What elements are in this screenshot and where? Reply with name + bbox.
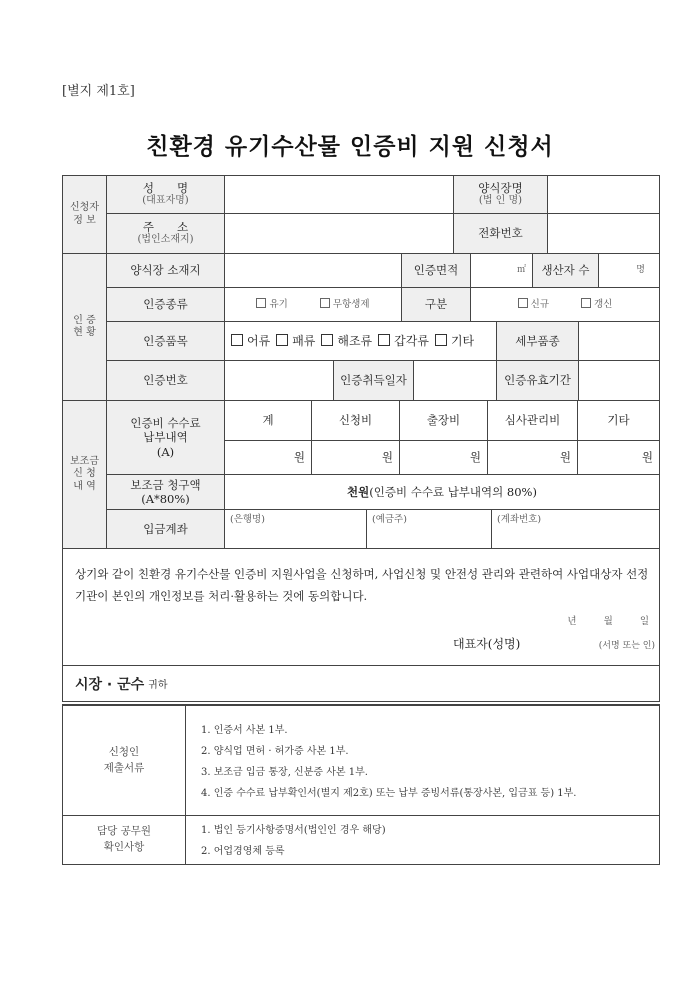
fee-travel-field[interactable]: 원 xyxy=(399,440,488,475)
farm-name-field[interactable] xyxy=(547,175,660,214)
item-seaweed-checkbox[interactable]: 해조류 xyxy=(321,334,372,349)
area-label: 인증면적 xyxy=(401,253,471,288)
phone-field[interactable] xyxy=(547,213,660,254)
producers-field[interactable] xyxy=(598,253,660,288)
addressee xyxy=(62,665,660,702)
page-title: 친환경 유기수산물 인증비 지원 신청서 xyxy=(146,134,554,160)
farm-location-field[interactable] xyxy=(224,253,402,288)
producers-label: 생산자 수 xyxy=(532,253,599,288)
farm-name-label: 양식장명 (법 인 명) xyxy=(453,175,548,214)
account-holder-field[interactable]: (예금주) xyxy=(366,509,492,549)
acquired-date-field[interactable] xyxy=(413,360,497,401)
item-crustacean-checkbox[interactable]: 갑각류 xyxy=(378,334,429,349)
cert-item-options xyxy=(224,321,497,361)
category-new-checkbox[interactable]: 신규 xyxy=(518,298,549,311)
fee-audit-field[interactable]: 원 xyxy=(487,440,578,475)
category-label: 구분 xyxy=(401,287,471,322)
phone-label: 전화번호 xyxy=(453,213,548,254)
item-fish-checkbox[interactable]: 어류 xyxy=(231,334,270,349)
fee-other-field[interactable]: 원 xyxy=(577,440,660,475)
certification-section-label: 인 증 현 황 xyxy=(62,253,107,401)
area-field[interactable] xyxy=(470,253,533,288)
fee-header-audit: 심사관리비 xyxy=(487,400,578,441)
signature-note: (서명 또는 인) xyxy=(598,641,655,651)
claim-field[interactable] xyxy=(224,474,660,510)
item-shellfish-checkbox[interactable]: 패류 xyxy=(276,334,315,349)
date-line: 년 월 일 xyxy=(567,616,649,627)
validity-field[interactable] xyxy=(578,360,660,401)
fee-application-field[interactable]: 원 xyxy=(311,440,400,475)
fee-header-total: 계 xyxy=(224,400,312,441)
consent-text: 상기와 같이 친환경 유기수산물 인증비 지원사업을 신청하며, 사업신청 및 안전성 관리와 관련하여 사업대상자 선정기관이 본인의 개인정보를 처리·활용하는 것에 동의합니다. xyxy=(75,567,649,603)
addressee-main: 시장 · 군수 xyxy=(75,676,145,693)
fee-label: 인증비 수수료 납부내역 (A) xyxy=(106,400,225,475)
checkbox-icon xyxy=(518,298,528,308)
doc-item: 2. 양식업 면허 · 허가증 사본 1부. xyxy=(201,746,349,757)
doc-item: 1. 인증서 사본 1부. xyxy=(201,725,288,736)
name-label: 성 명 (대표자명) xyxy=(106,175,225,214)
bank-name-field[interactable]: (은행명) xyxy=(224,509,367,549)
applicant-docs-label: 신청인 제출서류 xyxy=(62,704,186,816)
officer-check-label: 담당 공무원 확인사항 xyxy=(62,815,186,865)
category-renewal-checkbox[interactable]: 갱신 xyxy=(581,298,612,311)
cert-item-label: 인증품목 xyxy=(106,321,225,361)
doc-item: 4. 인증 수수료 납부확인서(별지 제2호) 또는 납부 증빙서류(통장사본, 입금표 등) 1부. xyxy=(201,788,577,799)
subsidy-section-label: 보조금 신 청 내 역 xyxy=(62,400,107,549)
checkbox-icon xyxy=(378,334,390,346)
checkbox-icon xyxy=(435,334,447,346)
doc-item: 3. 보조금 입금 통장, 신분증 사본 1부. xyxy=(201,767,368,778)
fee-header-travel: 출장비 xyxy=(399,400,488,441)
validity-label: 인증유효기간 xyxy=(496,360,579,401)
claim-note: (인증비 수수료 납부내역의 80%) xyxy=(369,484,537,499)
address-label: 주 소 (법인소재지) xyxy=(106,213,225,254)
form-number: [별지 제1호] xyxy=(62,84,135,99)
applicant-docs-list xyxy=(185,704,660,816)
fee-total-field[interactable]: 원 xyxy=(224,440,312,475)
officer-item: 2. 어업경영체 등록 xyxy=(201,846,285,857)
cert-type-antibiotic-free-checkbox[interactable]: 무항생제 xyxy=(320,298,370,311)
cert-type-options xyxy=(224,287,402,322)
producers-unit: 명 xyxy=(636,264,645,275)
officer-item: 1. 법인 등기사항증명서(법인인 경우 해당) xyxy=(201,825,386,836)
cert-type-organic-checkbox[interactable]: 유기 xyxy=(256,298,287,311)
checkbox-icon xyxy=(321,334,333,346)
fee-header-other: 기타 xyxy=(577,400,660,441)
fee-header-application: 신청비 xyxy=(311,400,400,441)
address-field[interactable] xyxy=(224,213,454,254)
detail-item-field[interactable] xyxy=(578,321,660,361)
acquired-date-label: 인증취득일자 xyxy=(333,360,414,401)
farm-location-label: 양식장 소재지 xyxy=(106,253,225,288)
representative-label: 대표자(성명) xyxy=(453,637,521,651)
consent-section xyxy=(62,548,660,666)
account-number-field[interactable]: (계좌번호) xyxy=(491,509,660,549)
addressee-suffix: 귀하 xyxy=(148,680,168,691)
checkbox-icon xyxy=(256,298,266,308)
name-field[interactable] xyxy=(224,175,454,214)
item-other-checkbox[interactable]: 기타 xyxy=(435,334,474,349)
cert-number-label: 인증번호 xyxy=(106,360,225,401)
area-unit: ㎡ xyxy=(516,264,526,275)
officer-check-list xyxy=(185,815,660,865)
category-options xyxy=(470,287,660,322)
claim-label: 보조금 청구액 (A*80%) xyxy=(106,474,225,510)
cert-number-field[interactable] xyxy=(224,360,334,401)
checkbox-icon xyxy=(231,334,243,346)
cert-type-label: 인증종류 xyxy=(106,287,225,322)
checkbox-icon xyxy=(581,298,591,308)
checkbox-icon xyxy=(320,298,330,308)
claim-unit: 천원 xyxy=(347,484,370,499)
detail-item-label: 세부품종 xyxy=(496,321,579,361)
applicant-section-label: 신청자 정 보 xyxy=(62,175,107,254)
checkbox-icon xyxy=(276,334,288,346)
account-label: 입금계좌 xyxy=(106,509,225,549)
